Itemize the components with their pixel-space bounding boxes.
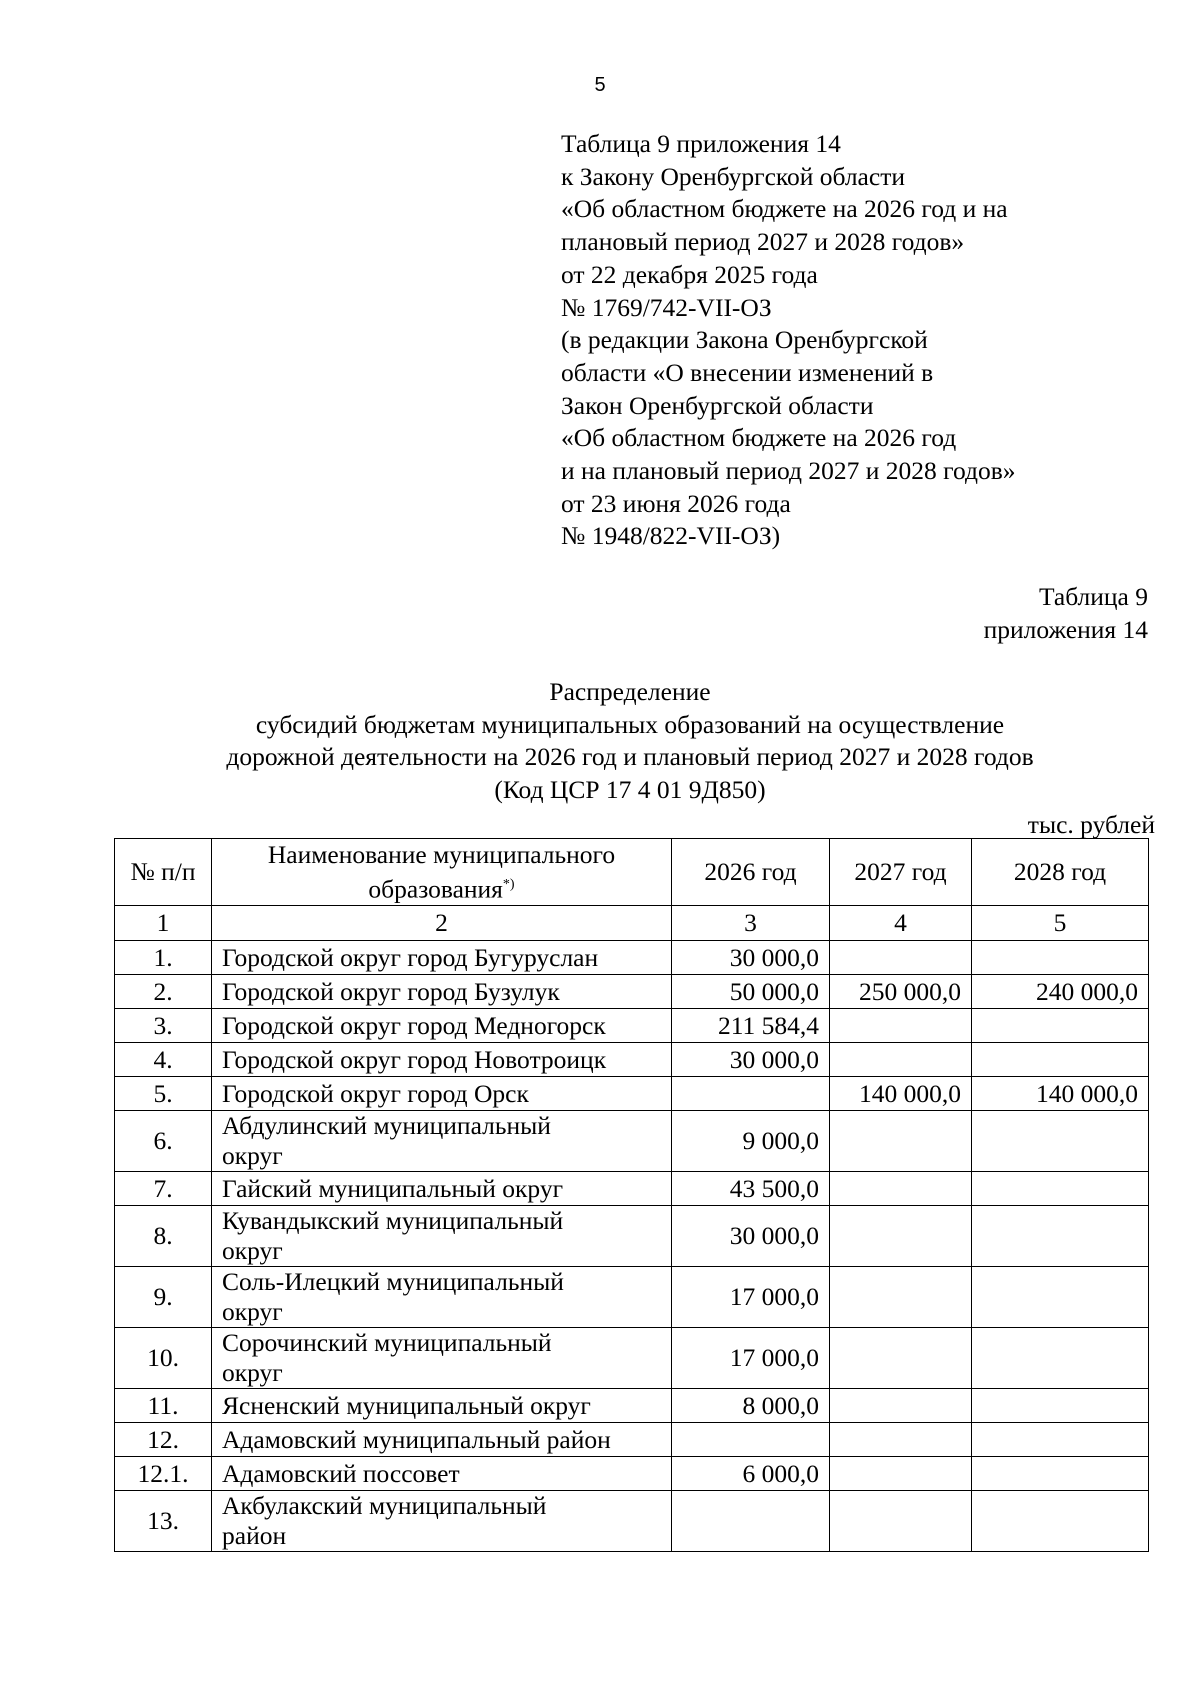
- row-name: Адамовский поссовет: [212, 1457, 672, 1491]
- header-name-line1: Наименование муниципального: [267, 839, 616, 869]
- page-number: 5: [594, 74, 606, 96]
- header-name-line2: образования: [368, 874, 503, 904]
- value-2026: 17 000,0: [672, 1328, 830, 1389]
- value-2027: [830, 1206, 972, 1267]
- table-row: [115, 1077, 1149, 1111]
- appendix-line: области «О внесении изменений в: [561, 357, 934, 387]
- row-number: 6.: [115, 1111, 212, 1172]
- table-reference: [984, 580, 1148, 646]
- table-header-row: [115, 839, 1149, 906]
- row-name: Соль-Илецкий муниципальный округ: [212, 1267, 672, 1328]
- table-ref-line: Таблица 9: [1038, 582, 1148, 611]
- table-row: [115, 1328, 1149, 1389]
- value-2026: [672, 1077, 830, 1111]
- row-number: 1.: [115, 941, 212, 975]
- value-2028: [972, 1009, 1149, 1043]
- appendix-line: от 22 декабря 2025 года: [561, 259, 818, 289]
- value-2026: [672, 1491, 830, 1552]
- heading-line: (Код ЦСР 17 4 01 9Д850): [494, 774, 766, 804]
- footnote-marker: *): [502, 876, 515, 892]
- row-number: 3.: [115, 1009, 212, 1043]
- column-number: 4: [830, 906, 972, 941]
- row-number: 2.: [115, 975, 212, 1009]
- value-2028: [972, 1328, 1149, 1389]
- heading-line: субсидий бюджетам муниципальных образований на осуществление: [255, 709, 1005, 739]
- value-2028: 240 000,0: [972, 975, 1149, 1009]
- value-2028: [972, 1172, 1149, 1206]
- appendix-line: Таблица 9 приложения 14: [561, 129, 841, 158]
- value-2026: 30 000,0: [672, 941, 830, 975]
- appendix-note: [561, 128, 1016, 553]
- appendix-line: «Об областном бюджете на 2026 год и на: [561, 194, 1008, 224]
- appendix-line: № 1769/742-VII-ОЗ: [561, 292, 772, 322]
- row-name: Гайский муниципальный округ: [212, 1172, 672, 1206]
- value-2027: [830, 941, 972, 975]
- row-number: 9.: [115, 1267, 212, 1328]
- value-2027: [830, 1491, 972, 1552]
- value-2027: [830, 1389, 972, 1423]
- column-number: 1: [115, 906, 212, 941]
- value-2026: 17 000,0: [672, 1267, 830, 1328]
- value-2028: [972, 1206, 1149, 1267]
- units-label: тыс. рублей: [1027, 810, 1155, 839]
- column-number-row: [115, 906, 1149, 941]
- row-name: Акбулакский муниципальный район: [212, 1491, 672, 1552]
- column-number: 3: [672, 906, 830, 941]
- appendix-line: Закон Оренбургской области: [561, 390, 874, 420]
- table-row: [115, 1172, 1149, 1206]
- document-heading: [0, 676, 1200, 806]
- value-2028: [972, 941, 1149, 975]
- value-2026: 43 500,0: [672, 1172, 830, 1206]
- value-2028: [972, 1111, 1149, 1172]
- subsidy-table: [114, 838, 1149, 1552]
- value-2028: [972, 1423, 1149, 1457]
- appendix-line: № 1948/822-VII-ОЗ): [561, 521, 781, 551]
- value-2026: 8 000,0: [672, 1389, 830, 1423]
- table-row: [115, 1111, 1149, 1172]
- value-2026: 211 584,4: [672, 1009, 830, 1043]
- value-2028: [972, 1491, 1149, 1552]
- table-row: [115, 941, 1149, 975]
- row-name: Городской округ город Бугуруслан: [212, 941, 672, 975]
- table-row: [115, 975, 1149, 1009]
- header-name: [212, 839, 672, 906]
- row-number: 8.: [115, 1206, 212, 1267]
- value-2027: [830, 1009, 972, 1043]
- row-number: 10.: [115, 1328, 212, 1389]
- value-2026: 30 000,0: [672, 1206, 830, 1267]
- row-name: Городской округ город Бузулук: [212, 975, 672, 1009]
- table-row: [115, 1009, 1149, 1043]
- value-2027: [830, 1267, 972, 1328]
- value-2028: [972, 1043, 1149, 1077]
- row-name: Сорочинский муниципальный округ: [212, 1328, 672, 1389]
- table-row: [115, 1389, 1149, 1423]
- value-2027: [830, 1457, 972, 1491]
- appendix-line: к Закону Оренбургской области: [561, 161, 905, 191]
- table-row: [115, 1206, 1149, 1267]
- heading-line: Распределение: [549, 677, 711, 706]
- row-number: 7.: [115, 1172, 212, 1206]
- row-name: Адамовский муниципальный район: [212, 1423, 672, 1457]
- appendix-line: от 23 июня 2026 года: [561, 488, 791, 518]
- value-2028: [972, 1267, 1149, 1328]
- table-row: [115, 1423, 1149, 1457]
- column-number: 5: [972, 906, 1149, 941]
- header-2026: 2026 год: [672, 839, 830, 906]
- value-2026: 30 000,0: [672, 1043, 830, 1077]
- table-row: [115, 1043, 1149, 1077]
- row-number: 4.: [115, 1043, 212, 1077]
- row-name: Городской округ город Новотроицк: [212, 1043, 672, 1077]
- value-2028: [972, 1389, 1149, 1423]
- row-name: Городской округ город Орск: [212, 1077, 672, 1111]
- heading-line: дорожной деятельности на 2026 год и плановый период 2027 и 2028 годов: [226, 742, 1034, 771]
- value-2027: 140 000,0: [830, 1077, 972, 1111]
- table-row: [115, 1491, 1149, 1552]
- row-name: Городской округ город Медногорск: [212, 1009, 672, 1043]
- table-ref-line: приложения 14: [983, 615, 1148, 644]
- value-2026: 50 000,0: [672, 975, 830, 1009]
- value-2027: [830, 1423, 972, 1457]
- row-number: 12.: [115, 1423, 212, 1457]
- appendix-line: (в редакции Закона Оренбургской: [561, 325, 928, 355]
- row-name: Абдулинский муниципальный округ: [212, 1111, 672, 1172]
- value-2026: [672, 1423, 830, 1457]
- value-2027: [830, 1111, 972, 1172]
- value-2028: 140 000,0: [972, 1077, 1149, 1111]
- header-no: № п/п: [115, 839, 212, 906]
- table-row: [115, 1457, 1149, 1491]
- table-row: [115, 1267, 1149, 1328]
- appendix-line: и на плановый период 2027 и 2028 годов»: [561, 456, 1016, 486]
- header-2028: 2028 год: [972, 839, 1149, 906]
- value-2028: [972, 1457, 1149, 1491]
- value-2027: [830, 1172, 972, 1206]
- row-number: 5.: [115, 1077, 212, 1111]
- value-2027: [830, 1043, 972, 1077]
- row-name: Кувандыкский муниципальный округ: [212, 1206, 672, 1267]
- appendix-line: «Об областном бюджете на 2026 год: [561, 423, 957, 453]
- column-number: 2: [212, 906, 672, 941]
- appendix-line: плановый период 2027 и 2028 годов»: [561, 227, 965, 257]
- value-2026: 9 000,0: [672, 1111, 830, 1172]
- row-number: 13.: [115, 1491, 212, 1552]
- row-number: 11.: [115, 1389, 212, 1423]
- row-name: Ясненский муниципальный округ: [212, 1389, 672, 1423]
- value-2026: 6 000,0: [672, 1457, 830, 1491]
- row-number: 12.1.: [115, 1457, 212, 1491]
- value-2027: 250 000,0: [830, 975, 972, 1009]
- header-2027: 2027 год: [830, 839, 972, 906]
- value-2027: [830, 1328, 972, 1389]
